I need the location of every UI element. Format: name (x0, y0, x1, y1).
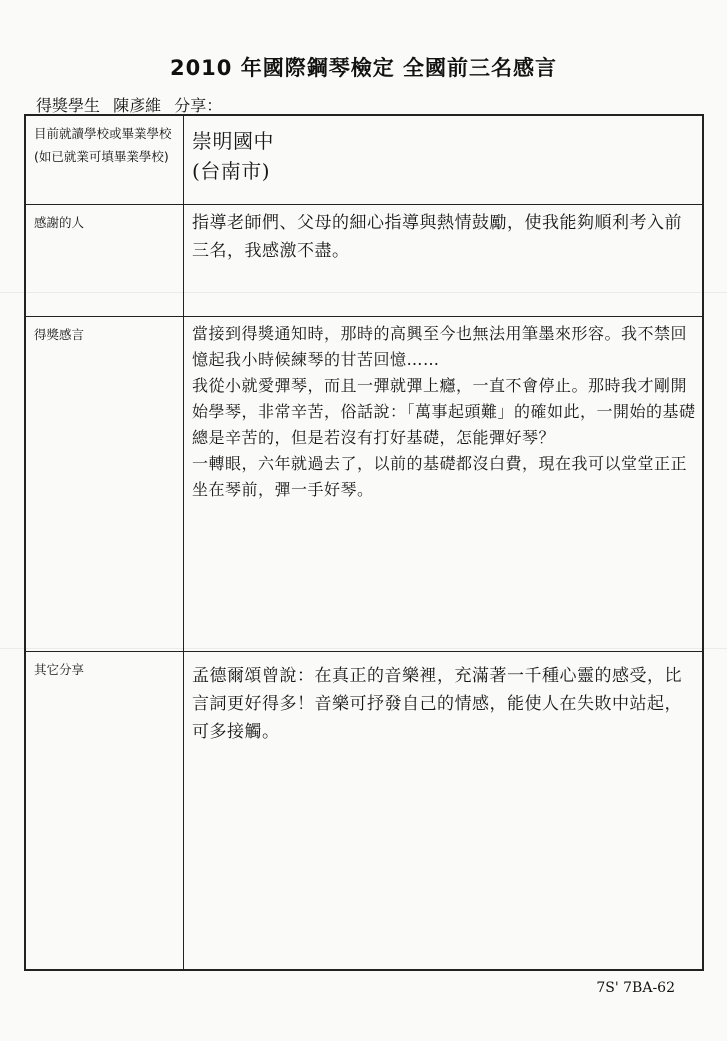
page-title: 2010 年國際鋼琴檢定 全國前三名感言 (169, 56, 558, 80)
handwritten-answer: 崇明國中 (台南市) (192, 129, 274, 183)
form-table (24, 114, 704, 971)
row-label-school: 目前就讀學校或畢業學校(如已就業可填畢業學校) (26, 116, 184, 204)
table-row (26, 204, 702, 317)
handwritten-answer: 指導老師們、父母的細心指導與熱情鼓勵，使我能夠順利考入前三名，我感激不盡。 (192, 213, 682, 261)
row-answer-thanks (184, 205, 702, 317)
handwritten-answer: 孟德爾頌曾說：在真正的音樂裡，充滿著一千種心靈的感受，比言詞更好得多！音樂可抒發自己的情感，能使人在失敗中站起，可多接觸。 (192, 666, 682, 742)
handwritten-answer: 當接到得獎通知時，那時的高興至今也無法用筆墨來形容。我不禁回憶起我小時候練琴的甘苦回憶…… 我從小就愛彈琴，而且一彈就彈上癮，一直不會停止。那時我才剛開始學琴，非常辛苦，俗話說：「萬事起頭難」的確如此，一開始的基礎總是辛苦的，但是若沒有打好基礎，怎能彈好琴？ 一轉眼，六年就過去了，以前的基礎都沒白費，現在我可以堂堂正正坐在琴前，彈一手好琴。 (192, 324, 696, 499)
table-row (26, 116, 702, 204)
row-answer-school (184, 116, 702, 204)
row-answer-reflection (184, 317, 702, 652)
row-label-other: 其它分享 (26, 652, 184, 970)
award-student-line (36, 93, 222, 116)
table-row (26, 316, 702, 652)
row-answer-other (184, 652, 702, 970)
row-label-reflection: 得獎感言 (26, 317, 184, 652)
award-student-suffix: 分享： (174, 96, 223, 115)
award-student-label: 得獎學生 (36, 96, 101, 115)
table-row (26, 651, 702, 970)
form-code: 7S' 7BA-62 (596, 980, 675, 996)
row-label-thanks: 感謝的人 (26, 205, 184, 317)
award-student-name: 陳彥維 (113, 96, 162, 115)
